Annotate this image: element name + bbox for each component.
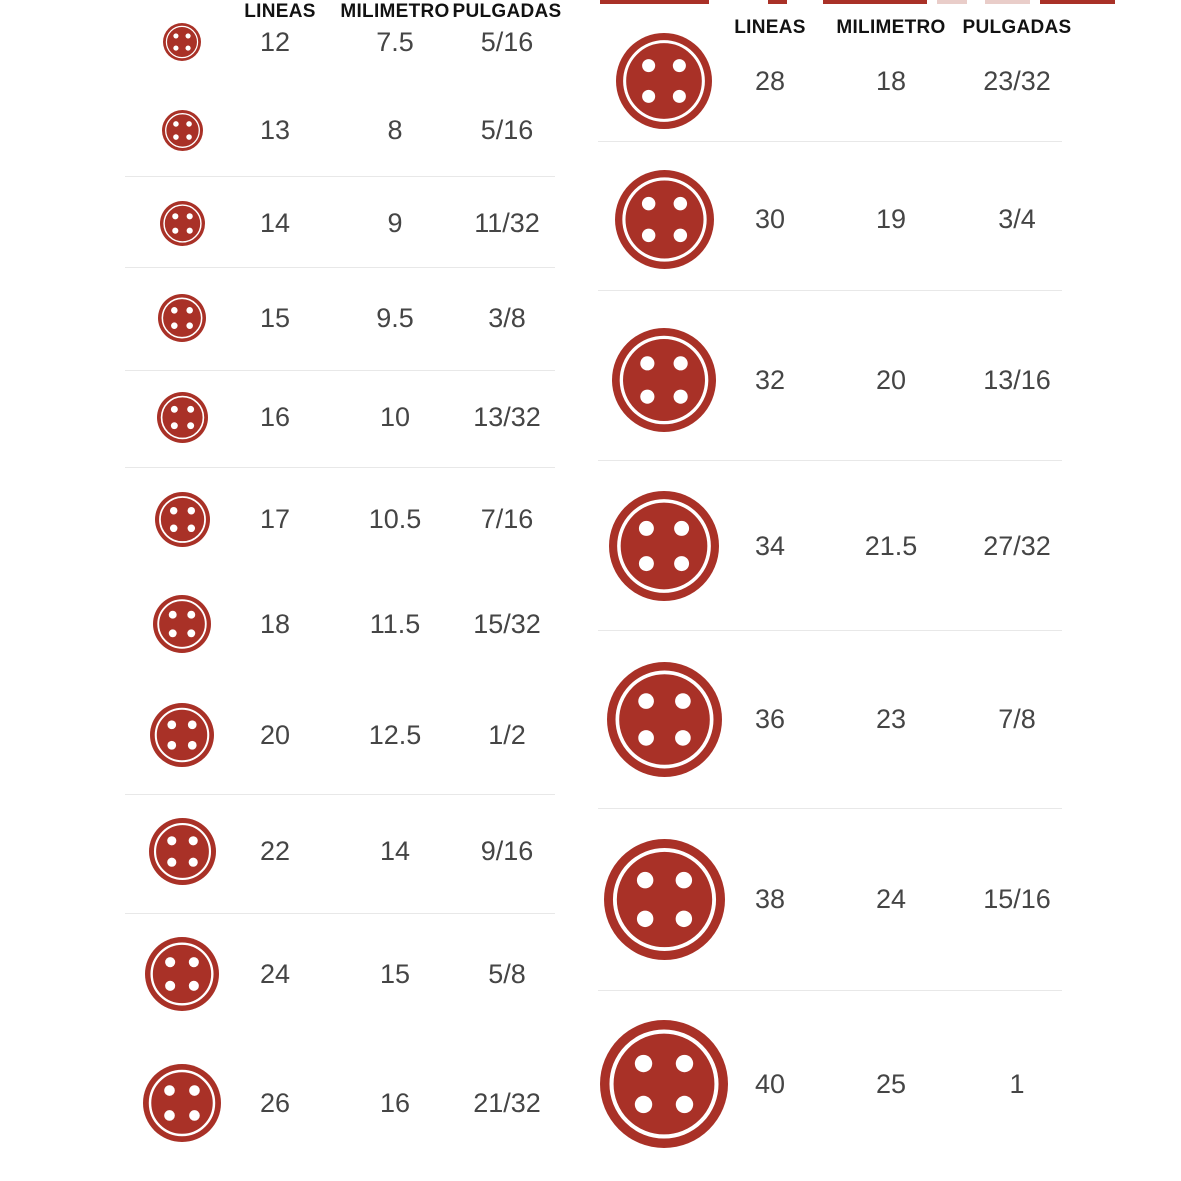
- milimetro-value: 25: [875, 1069, 907, 1099]
- button-icon: [157, 392, 208, 448]
- pulgadas-value: 5/16: [480, 115, 534, 145]
- milimetro-value: 23: [875, 704, 907, 734]
- pulgadas-value: 13/32: [473, 402, 541, 432]
- pulgadas-value: 13/16: [983, 365, 1051, 395]
- milimetro-value: 24: [875, 884, 907, 914]
- lineas-value: 17: [259, 504, 291, 534]
- button-icon: [162, 110, 203, 156]
- pulgadas-value: 23/32: [983, 66, 1051, 96]
- pulgadas-value: 11/32: [474, 208, 540, 238]
- milimetro-value: 20: [875, 365, 907, 395]
- milimetro-value: 8: [387, 115, 403, 145]
- button-icon: [160, 201, 205, 251]
- pulgadas-value: 15/32: [473, 609, 541, 639]
- row-separator: [125, 467, 555, 468]
- button-icon: [150, 703, 214, 772]
- size-table-left: [125, 0, 562, 1181]
- column-header-lineas: LINEAS: [734, 17, 806, 38]
- lineas-value: 18: [259, 609, 291, 639]
- lineas-value: 15: [259, 303, 291, 333]
- lineas-value: 22: [259, 836, 291, 866]
- milimetro-value: 19: [875, 204, 907, 234]
- row-separator: [125, 794, 555, 795]
- button-icon: [145, 937, 219, 1016]
- button-icon: [155, 492, 210, 552]
- pulgadas-value: 9/16: [480, 836, 534, 866]
- milimetro-value: 16: [379, 1088, 411, 1118]
- lineas-value: 34: [754, 531, 786, 561]
- pulgadas-value: 27/32: [983, 531, 1051, 561]
- lineas-value: 13: [259, 115, 291, 145]
- row-separator: [598, 290, 1062, 291]
- button-icon: [609, 491, 719, 606]
- lineas-value: 30: [754, 204, 786, 234]
- milimetro-value: 9: [387, 208, 403, 238]
- pulgadas-value: 3/4: [998, 204, 1036, 234]
- lineas-value: 38: [754, 884, 786, 914]
- milimetro-value: 21.5: [864, 531, 918, 561]
- lineas-value: 28: [754, 66, 786, 96]
- pulgadas-value: 1: [1009, 1069, 1025, 1099]
- row-separator: [598, 460, 1062, 461]
- milimetro-value: 10: [379, 402, 411, 432]
- pulgadas-value: 7/8: [998, 704, 1036, 734]
- lineas-value: 36: [754, 704, 786, 734]
- pulgadas-value: 1/2: [488, 720, 526, 750]
- milimetro-value: 9.5: [376, 303, 414, 333]
- button-icon: [143, 1064, 221, 1147]
- milimetro-value: 11.5: [369, 609, 421, 639]
- lineas-value: 24: [259, 959, 291, 989]
- row-separator: [125, 913, 555, 914]
- pulgadas-value: 15/16: [983, 884, 1051, 914]
- button-icon: [616, 33, 712, 134]
- milimetro-value: 7.5: [376, 27, 414, 57]
- size-table-right: [595, 0, 1085, 1181]
- column-header-milimetro: MILIMETRO: [836, 17, 946, 38]
- pulgadas-value: 7/16: [480, 504, 534, 534]
- row-separator: [125, 267, 555, 268]
- milimetro-value: 14: [379, 836, 411, 866]
- button-icon: [149, 818, 216, 890]
- button-icon: [158, 294, 206, 347]
- lineas-value: 26: [259, 1088, 291, 1118]
- pulgadas-value: 5/8: [488, 959, 526, 989]
- lineas-value: 40: [754, 1069, 786, 1099]
- lineas-value: 20: [259, 720, 291, 750]
- milimetro-value: 10.5: [368, 504, 422, 534]
- row-separator: [598, 141, 1062, 142]
- pulgadas-value: 3/8: [488, 303, 526, 333]
- column-header-lineas: LINEAS: [244, 1, 316, 22]
- row-separator: [598, 990, 1062, 991]
- lineas-value: 32: [754, 365, 786, 395]
- column-header-pulgadas: PULGADAS: [452, 1, 562, 22]
- pulgadas-value: 5/16: [480, 27, 534, 57]
- lineas-value: 16: [259, 402, 291, 432]
- button-icon: [163, 23, 201, 66]
- button-icon: [153, 595, 211, 658]
- row-separator: [125, 370, 555, 371]
- pulgadas-value: 21/32: [473, 1088, 541, 1118]
- lineas-value: 14: [259, 208, 291, 238]
- milimetro-value: 18: [875, 66, 907, 96]
- row-separator: [598, 808, 1062, 809]
- button-icon: [615, 170, 714, 274]
- column-header-pulgadas: PULGADAS: [962, 17, 1072, 38]
- milimetro-value: 15: [379, 959, 411, 989]
- milimetro-value: 12.5: [368, 720, 422, 750]
- lineas-value: 12: [259, 27, 291, 57]
- column-header-milimetro: MILIMETRO: [340, 1, 450, 22]
- row-separator: [598, 630, 1062, 631]
- row-separator: [125, 176, 555, 177]
- button-icon: [612, 328, 716, 437]
